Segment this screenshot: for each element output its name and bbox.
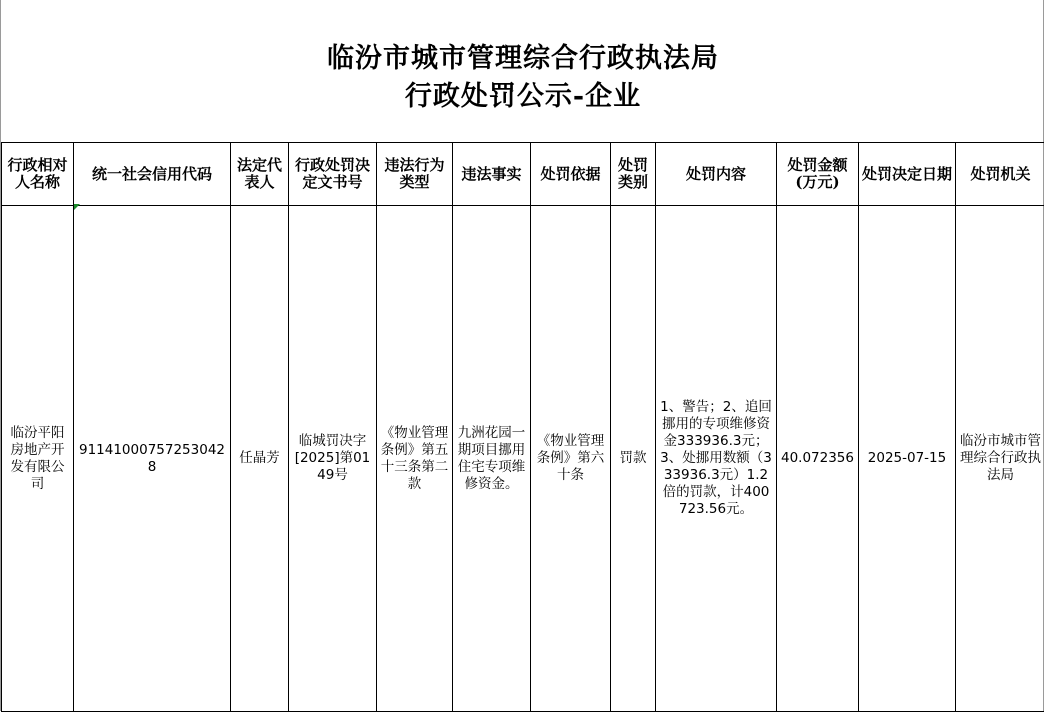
column-header-penalty-category[interactable]: 处罚类别 (611, 143, 656, 206)
cell-decision-date[interactable]: 2025-07-15 (859, 206, 956, 712)
table-row (2, 206, 1044, 712)
cell-penalty-basis[interactable]: 《物业管理条例》第六十条 (531, 206, 611, 712)
page-title: 临汾市城市管理综合行政执法局 (1, 36, 1044, 75)
cell-penalty-category[interactable]: 罚款 (611, 206, 656, 712)
column-header-legal-rep[interactable]: 法定代表人 (231, 143, 289, 206)
cell-decision-no[interactable]: 临城罚决字[2025]第0149号 (289, 206, 377, 712)
cell-violation-type[interactable]: 《物业管理条例》第五十三条第二款 (377, 206, 453, 712)
cell-party-name[interactable]: 临汾平阳房地产开发有限公司 (2, 206, 74, 712)
cell-penalty-content[interactable]: 1、警告；2、追回挪用的专项维修资金333936.3元；3、处挪用数额（333936.3元）1.2倍的罚款，计400723.56元。 (656, 206, 777, 712)
column-header-violation-facts[interactable]: 违法事实 (453, 143, 531, 206)
column-header-violation-type[interactable]: 违法行为类型 (377, 143, 453, 206)
cell-credit-code[interactable]: 911410007572530428 (74, 206, 231, 712)
column-header-decision-no[interactable]: 行政处罚决定文书号 (289, 143, 377, 206)
column-header-credit-code[interactable]: 统一社会信用代码 (74, 143, 231, 206)
column-header-penalty-basis[interactable]: 处罚依据 (531, 143, 611, 206)
cell-amount[interactable]: 40.072356 (777, 206, 859, 712)
cell-violation-facts[interactable]: 九洲花园一期项目挪用住宅专项维修资金。 (453, 206, 531, 712)
header-row (2, 143, 1044, 206)
title-block (1, 0, 1044, 142)
penalty-table (1, 142, 1044, 712)
cell-legal-rep[interactable]: 任晶芳 (231, 206, 289, 712)
column-header-authority[interactable]: 处罚机关 (956, 143, 1044, 206)
column-header-penalty-content[interactable]: 处罚内容 (656, 143, 777, 206)
column-header-party-name[interactable]: 行政相对人名称 (2, 143, 74, 206)
page-subtitle: 行政处罚公示-企业 (1, 74, 1044, 113)
cell-comment-marker (74, 204, 80, 210)
column-header-amount[interactable]: 处罚金额(万元) (777, 143, 859, 206)
column-header-decision-date[interactable]: 处罚决定日期 (859, 143, 956, 206)
cell-authority[interactable]: 临汾市城市管理综合行政执法局 (956, 206, 1044, 712)
